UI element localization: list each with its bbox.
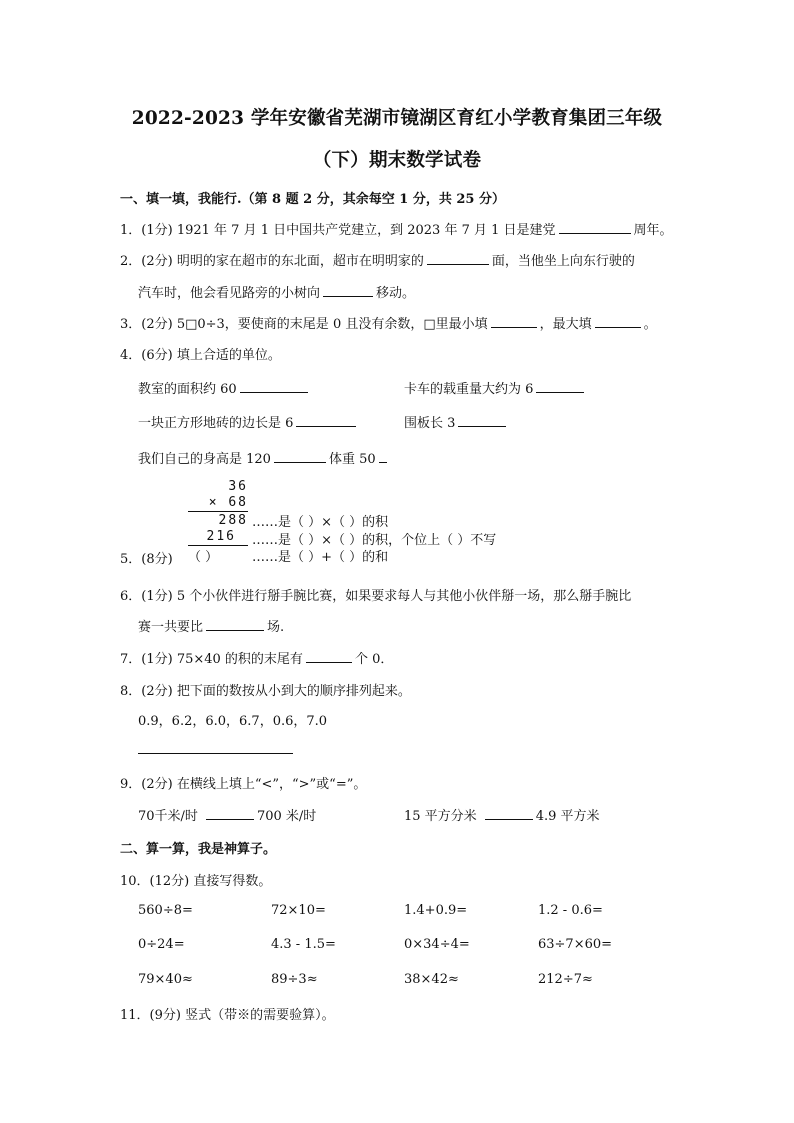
question-2-text-line2: 汽车时，他会看见路旁的小树向 [138,286,321,301]
question-4a-text: 教室的面积约 60 [138,382,237,397]
question-3-mid: ，最大填 [539,317,592,332]
answer-blank[interactable] [559,220,631,234]
calc-item: 89÷3≈ [271,972,318,987]
question-9-text: 9．(2分) 在横线上填上“<”，“>”或“=”。 [120,777,367,792]
question-1 [120,219,673,238]
question-4c-text: 一块正方形地砖的边长是 6 [138,416,294,431]
answer-blank[interactable] [536,379,584,393]
question-2-text-cont: 面，当他坐上向东行驶的 [491,254,635,269]
question-9b-left: 15 平方分米 [404,809,477,824]
question-4d-text: 围板长 3 [404,416,456,431]
answer-blank[interactable] [323,283,373,297]
question-3 [120,313,657,332]
question-2-line2 [138,282,415,301]
multiplication-multiplier: × 68 [208,495,248,510]
calc-item: 1.2 - 0.6= [538,903,603,918]
answer-blank[interactable] [595,314,641,328]
question-7-suffix: 个 0． [354,652,394,667]
question-2-suffix: 移动。 [376,286,416,301]
question-1-suffix: 周年。 [633,223,673,238]
question-8-answer-line[interactable] [138,753,293,754]
calc-item: 72×10= [271,903,326,918]
question-6-suffix: 场. [267,620,285,635]
answer-blank[interactable] [485,806,533,820]
calc-item: 79×40≈ [138,972,193,987]
calc-item: 4.3 - 1.5= [271,937,336,952]
question-9a-left: 70千米/时 [138,809,198,824]
question-4e [138,448,390,467]
question-9b-right: 4.9 平方米 [535,809,600,824]
answer-blank[interactable] [206,806,254,820]
product-blank[interactable]: （ ） [188,550,219,565]
question-9a [138,805,316,824]
question-6-text: 赛一共要比 [138,620,204,635]
answer-blank[interactable] [491,314,537,328]
answer-blank[interactable] [296,413,356,427]
question-3-text: 3．(2分) 5□0÷3，要使商的末尾是 0 且没有余数，□里最小填 [120,317,488,332]
question-8-numbers: 0.9，6.2，6.0，6.7，0.6，7.0 [138,714,328,729]
question-4f-text: 体重 50 [328,452,376,467]
question-10-text: 10．(12分) 直接写得数。 [120,874,272,889]
answer-blank[interactable] [458,413,506,427]
question-4b [404,378,587,397]
partial-product-2: 216 [206,529,236,544]
question-3-suffix: 。 [643,317,657,332]
answer-blank[interactable] [206,617,264,631]
answer-blank[interactable] [427,251,489,265]
question-6-line2 [138,616,284,635]
answer-blank[interactable] [306,649,352,663]
partial-product-1-note: ……是（ ）×（ ）的积 [252,515,389,530]
answer-blank[interactable] [240,379,308,393]
question-7 [120,648,393,667]
question-4-text: 4．(6分) 填上合适的单位。 [120,348,281,363]
question-11-text: 11．(9分) 竖式（带※的需要验算）。 [120,1008,335,1023]
question-6-line1: 6．(1分) 5 个小伙伴进行掰手腕比赛，如果要求每人与其他小伙伴掰一场，那么掰手腕比 [120,589,632,604]
answer-blank[interactable] [379,449,387,463]
question-5-number: 5．(8分) [120,552,173,567]
question-4e-text: 我们自己的身高是 120 [138,452,271,467]
product-note: ……是（ ）+（ ）的和 [252,550,389,565]
question-4a [138,378,311,397]
answer-blank[interactable] [274,449,326,463]
calc-item: 0÷24= [138,937,185,952]
question-4c [138,412,359,431]
calc-item: 38×42≈ [404,972,459,987]
question-2-line1 [120,250,635,269]
calc-item: 212÷7≈ [538,972,593,987]
question-7-text: 7．(1分) 75×40 的积的末尾有 [120,652,303,667]
exam-title-line2: （下）期末数学试卷 [312,150,482,171]
question-8-text: 8．(2分) 把下面的数按从小到大的顺序排列起来。 [120,684,411,699]
question-4d [404,412,509,431]
question-2-text: 2．(2分) 明明的家在超市的东北面，超市在明明家的 [120,254,424,269]
calc-item: 560÷8= [138,903,193,918]
question-9b [404,805,600,824]
calc-item: 0×34÷4= [404,937,470,952]
multiplication-multiplicand: 36 [228,479,248,494]
question-9a-right: 700 米/时 [256,809,317,824]
section2-heading: 二、算一算，我是神算子。 [120,842,277,857]
multiplication-rule-1 [188,511,248,512]
section1-heading: 一、填一填，我能行.（第 8 题 2 分，其余每空 1 分，共 25 分） [120,192,505,207]
question-1-text: 1．(1分) 1921 年 7 月 1 日中国共产党建立，到 2023 年 7 月 1 日是建党 [120,223,556,238]
partial-product-1: 288 [218,513,248,528]
calc-item: 1.4+0.9= [404,903,468,918]
question-4b-text: 卡车的载重量大约为 6 [404,382,534,397]
partial-product-2-note: ……是（ ）×（ ）的积，个位上（ ）不写 [252,533,497,548]
exam-title-line1: 2022-2023 学年安徽省芜湖市镜湖区育红小学教育集团三年级 [131,108,663,129]
calc-item: 63÷7×60= [538,937,613,952]
